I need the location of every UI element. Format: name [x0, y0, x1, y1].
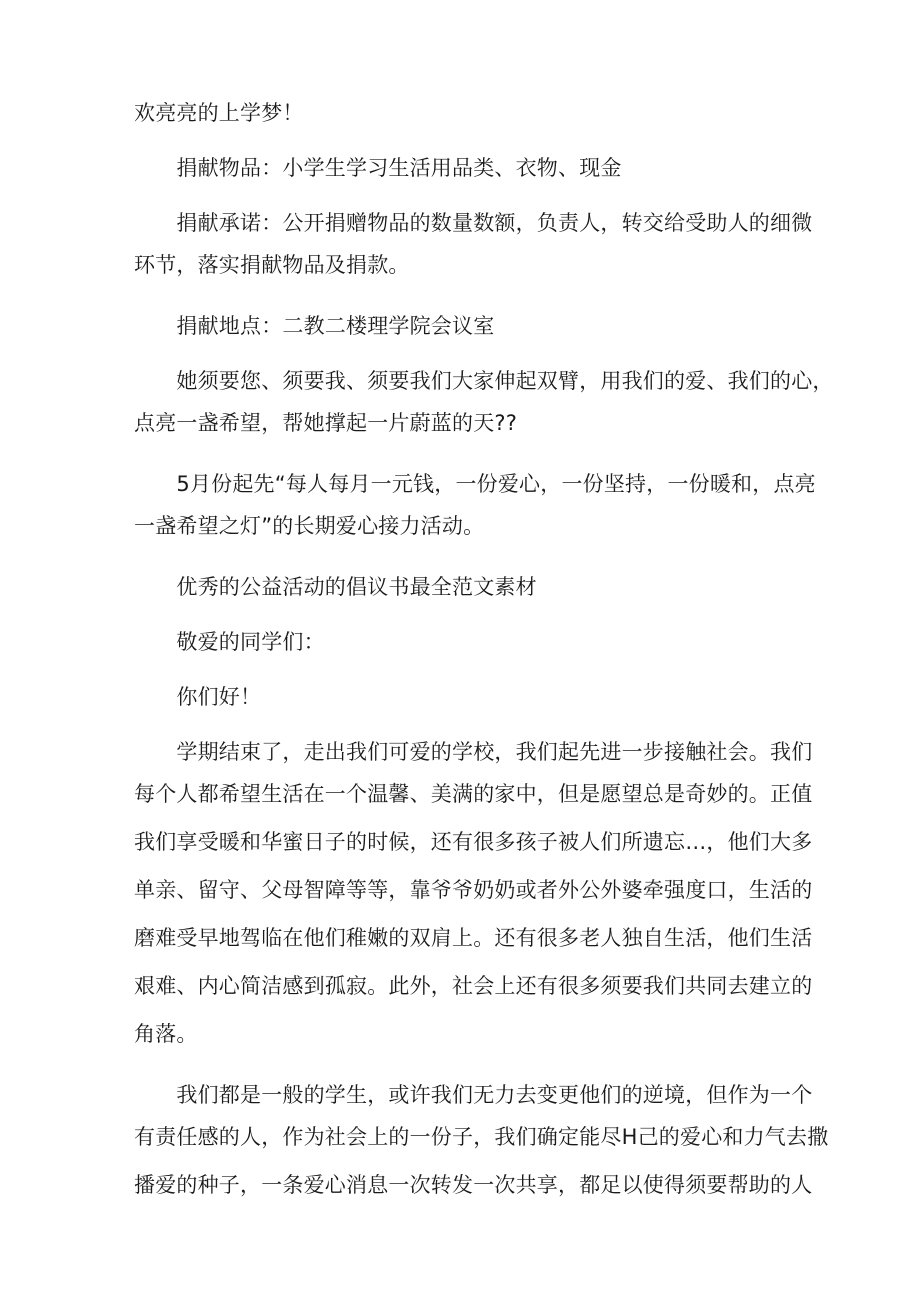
- paragraph-body-1: [134, 735, 813, 1058]
- paragraph-greeting: [134, 680, 794, 715]
- paragraph-donation-items: [134, 151, 794, 186]
- text-line: 5月份起先“每人每月一元钱，一份爱心，一份坚持，一份暖和，点亮: [134, 472, 816, 496]
- paragraph-appeal: [134, 364, 834, 447]
- text-line: 每个人都希望生活在一个温馨、美满的家中，但是愿望总是奇妙的。正值: [134, 782, 813, 806]
- text-line: 磨难受早地驾临在他们稚嫩的双肩上。还有很多老人独自生活，他们生活: [134, 926, 813, 950]
- paragraph-body-2: [134, 1078, 829, 1209]
- text-line: 我们都是一般的学生，或许我们无力去变更他们的逆境，但作为一个: [134, 1083, 813, 1107]
- text-line: 有责任感的人，作为社会上的一份子，我们确定能尽H己的爱心和力气去撒: [134, 1125, 829, 1149]
- text-line: 捐献地点：二教二楼理学院会议室: [134, 314, 495, 338]
- text-line: 播爱的种子，一条爱心消息一次转发一次共享，都足以使得须要帮助的人: [134, 1173, 813, 1197]
- text-line: 欢亮亮的上学梦！: [134, 101, 304, 125]
- text-line: 艰难、内心简洁感到孤寂。此外，社会上还有很多须要我们共同去建立的: [134, 974, 813, 998]
- text-line: 优秀的公益活动的倡议书最全范文素材: [134, 575, 537, 599]
- text-line: 我们享受暖和华蜜日子的时候，还有很多孩子被人们所遗忘…，他们大多: [134, 830, 813, 854]
- text-line: 环节，落实捐献物品及捐款。: [134, 253, 410, 277]
- text-line: 她须要您、须要我、须要我们大家伸起双臂，用我们的爱、我们的心，: [134, 369, 834, 393]
- text-line: 你们好！: [134, 685, 262, 709]
- text-line: 角落。: [134, 1022, 198, 1046]
- text-line: 敬爱的同学们：: [134, 630, 325, 654]
- text-line: 单亲、留守、父母智障等等，靠爷爷奶奶或者外公外婆牵强度口，生活的: [134, 878, 813, 902]
- text-line: 捐献物品：小学生学习生活用品类、衣物、现金: [134, 156, 622, 180]
- section-heading: [134, 570, 794, 605]
- paragraph-donation-location: [134, 309, 794, 344]
- paragraph-donation-promise: [134, 206, 813, 289]
- paragraph-relay-activity: [134, 467, 816, 550]
- document-body: [134, 96, 834, 1209]
- text-line: 学期结束了，走出我们可爱的学校，我们起先进一步接触社会。我们: [134, 740, 813, 764]
- text-line: 点亮一盏希望，帮她撑起一片蔚蓝的天??: [134, 411, 518, 435]
- text-line: 一盏希望之灯”的长期爱心接力活动。: [134, 514, 485, 538]
- paragraph-1: [134, 96, 794, 131]
- paragraph-salutation: [134, 625, 794, 660]
- text-line: 捐献承诺：公开捐赠物品的数量数额，负责人，转交给受助人的细微: [134, 211, 813, 235]
